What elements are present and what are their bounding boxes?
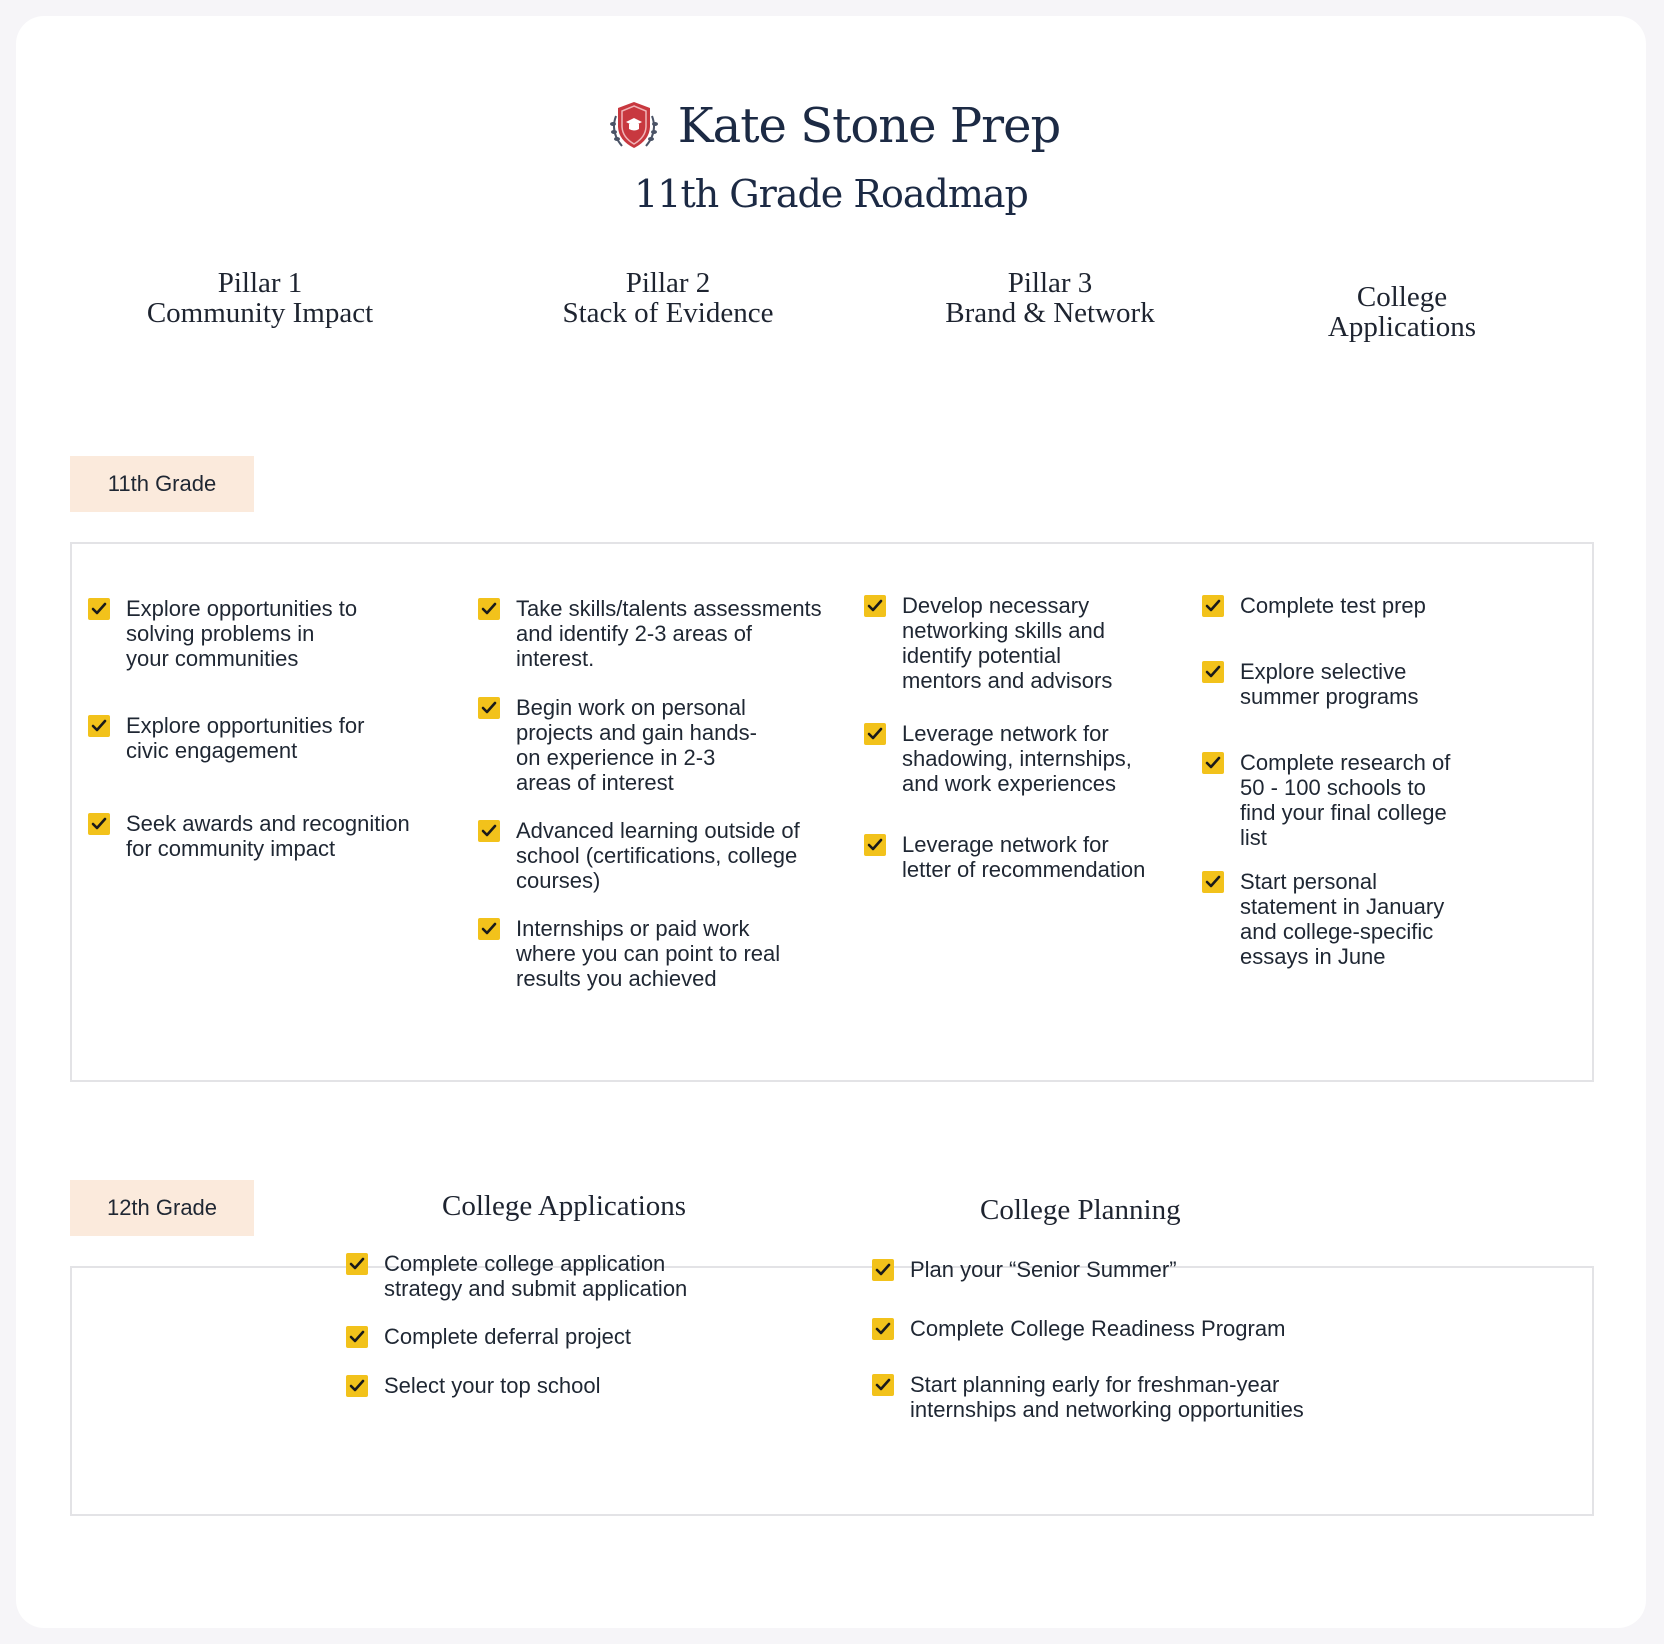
grade-12-applications-item: [346, 1251, 806, 1301]
roadmap-card: [16, 16, 1646, 1628]
grade-12-planning-item: [872, 1372, 1392, 1422]
pillar-1-heading: [80, 268, 440, 328]
checkmark-icon: [864, 595, 886, 617]
item-text: Advanced learning outside of school (certifications, college courses): [516, 818, 800, 893]
grade-12-planning-item: [872, 1316, 1392, 1341]
checkmark-icon: [88, 715, 110, 737]
brand-name: Kate Stone Prep: [677, 98, 1061, 154]
item-text: Begin work on personal projects and gain hands- on experience in 2-3 areas of interest: [516, 695, 757, 795]
grade-11-col-4-item: [1202, 750, 1502, 850]
item-text: Take skills/talents assessments and identify 2-3 areas of interest.: [516, 596, 822, 671]
checkmark-icon: [478, 820, 500, 842]
checkmark-icon: [1202, 595, 1224, 617]
item-text: Leverage network for shadowing, internships, and work experiences: [902, 721, 1132, 796]
college-applications-line1: College: [1356, 281, 1448, 313]
grade-11-col-4-item: [1202, 659, 1502, 709]
item-text: Complete test prep: [1240, 593, 1426, 618]
item-text: Complete research of 50 - 100 schools to find your final college list: [1240, 750, 1451, 850]
grade-11-col-2-item: [478, 818, 858, 893]
item-text: Leverage network for letter of recommendation: [902, 832, 1146, 882]
checkmark-icon: [346, 1326, 368, 1348]
item-text: Explore opportunities for civic engagement: [126, 713, 365, 763]
grade-11-col-3-item: [864, 721, 1194, 796]
pillar-1-name: Community Impact: [146, 297, 374, 329]
grade-11-col-3-item: [864, 832, 1194, 882]
shield-crest-icon: [602, 94, 666, 158]
grade-11-col-1-item: [88, 811, 458, 861]
checkmark-icon: [864, 834, 886, 856]
pillar-2-heading: [488, 268, 848, 328]
checkmark-icon: [1202, 661, 1224, 683]
grade-12-tag: 12th Grade: [70, 1180, 254, 1236]
item-text: Select your top school: [384, 1373, 601, 1398]
header: [16, 94, 1646, 216]
grade-12-college-planning-title: College Planning: [980, 1194, 1181, 1226]
item-text: Plan your “Senior Summer”: [910, 1257, 1177, 1282]
grade-11-col-2-item: [478, 596, 858, 671]
grade-12-applications-item: [346, 1373, 806, 1398]
grade-12-applications-item: [346, 1324, 806, 1349]
grade-11-col-3-item: [864, 593, 1194, 693]
checkmark-icon: [872, 1318, 894, 1340]
checkmark-icon: [478, 918, 500, 940]
item-text: Internships or paid work where you can point to real results you achieved: [516, 916, 781, 991]
pillar-3-number: Pillar 3: [1007, 267, 1093, 299]
checkmark-icon: [1202, 871, 1224, 893]
checkmark-icon: [346, 1375, 368, 1397]
item-text: Seek awards and recognition for community impact: [126, 811, 410, 861]
college-applications-heading: [1222, 282, 1582, 342]
checkmark-icon: [872, 1374, 894, 1396]
pillar-2-number: Pillar 2: [625, 267, 711, 299]
item-text: Start planning early for freshman-year internships and networking opportunities: [910, 1372, 1304, 1422]
item-text: Complete College Readiness Program: [910, 1316, 1286, 1341]
page-title: 11th Grade Roadmap: [634, 172, 1028, 216]
checkmark-icon: [872, 1259, 894, 1281]
pillar-3-name: Brand & Network: [945, 297, 1155, 329]
pillar-2-name: Stack of Evidence: [562, 297, 774, 329]
grade-12-college-applications-title: College Applications: [442, 1190, 687, 1222]
grade-11-col-2-item: [478, 916, 858, 991]
checkmark-icon: [478, 697, 500, 719]
brand-row: [16, 94, 1646, 158]
pillar-1-number: Pillar 1: [217, 267, 303, 299]
grade-11-col-2-item: [478, 695, 858, 795]
item-text: Complete deferral project: [384, 1324, 632, 1349]
item-text: Explore selective summer programs: [1240, 659, 1419, 709]
grade-12-planning-item: [872, 1257, 1392, 1282]
pillar-3-heading: [870, 268, 1230, 328]
item-text: Start personal statement in January and college-specific essays in June: [1240, 869, 1445, 969]
grade-11-col-4-item: [1202, 593, 1502, 618]
college-applications-line2: Applications: [1327, 311, 1477, 343]
grade-11-col-1-item: [88, 596, 458, 671]
checkmark-icon: [346, 1253, 368, 1275]
checkmark-icon: [864, 723, 886, 745]
grade-11-tag: 11th Grade: [70, 456, 254, 512]
item-text: Develop necessary networking skills and identify potential mentors and advisors: [902, 593, 1113, 693]
checkmark-icon: [1202, 752, 1224, 774]
grade-11-col-1-item: [88, 713, 458, 763]
checkmark-icon: [478, 598, 500, 620]
item-text: Complete college application strategy and submit application: [384, 1251, 688, 1301]
checkmark-icon: [88, 598, 110, 620]
item-text: Explore opportunities to solving problems in your communities: [126, 596, 358, 671]
checkmark-icon: [88, 813, 110, 835]
grade-11-col-4-item: [1202, 869, 1502, 969]
